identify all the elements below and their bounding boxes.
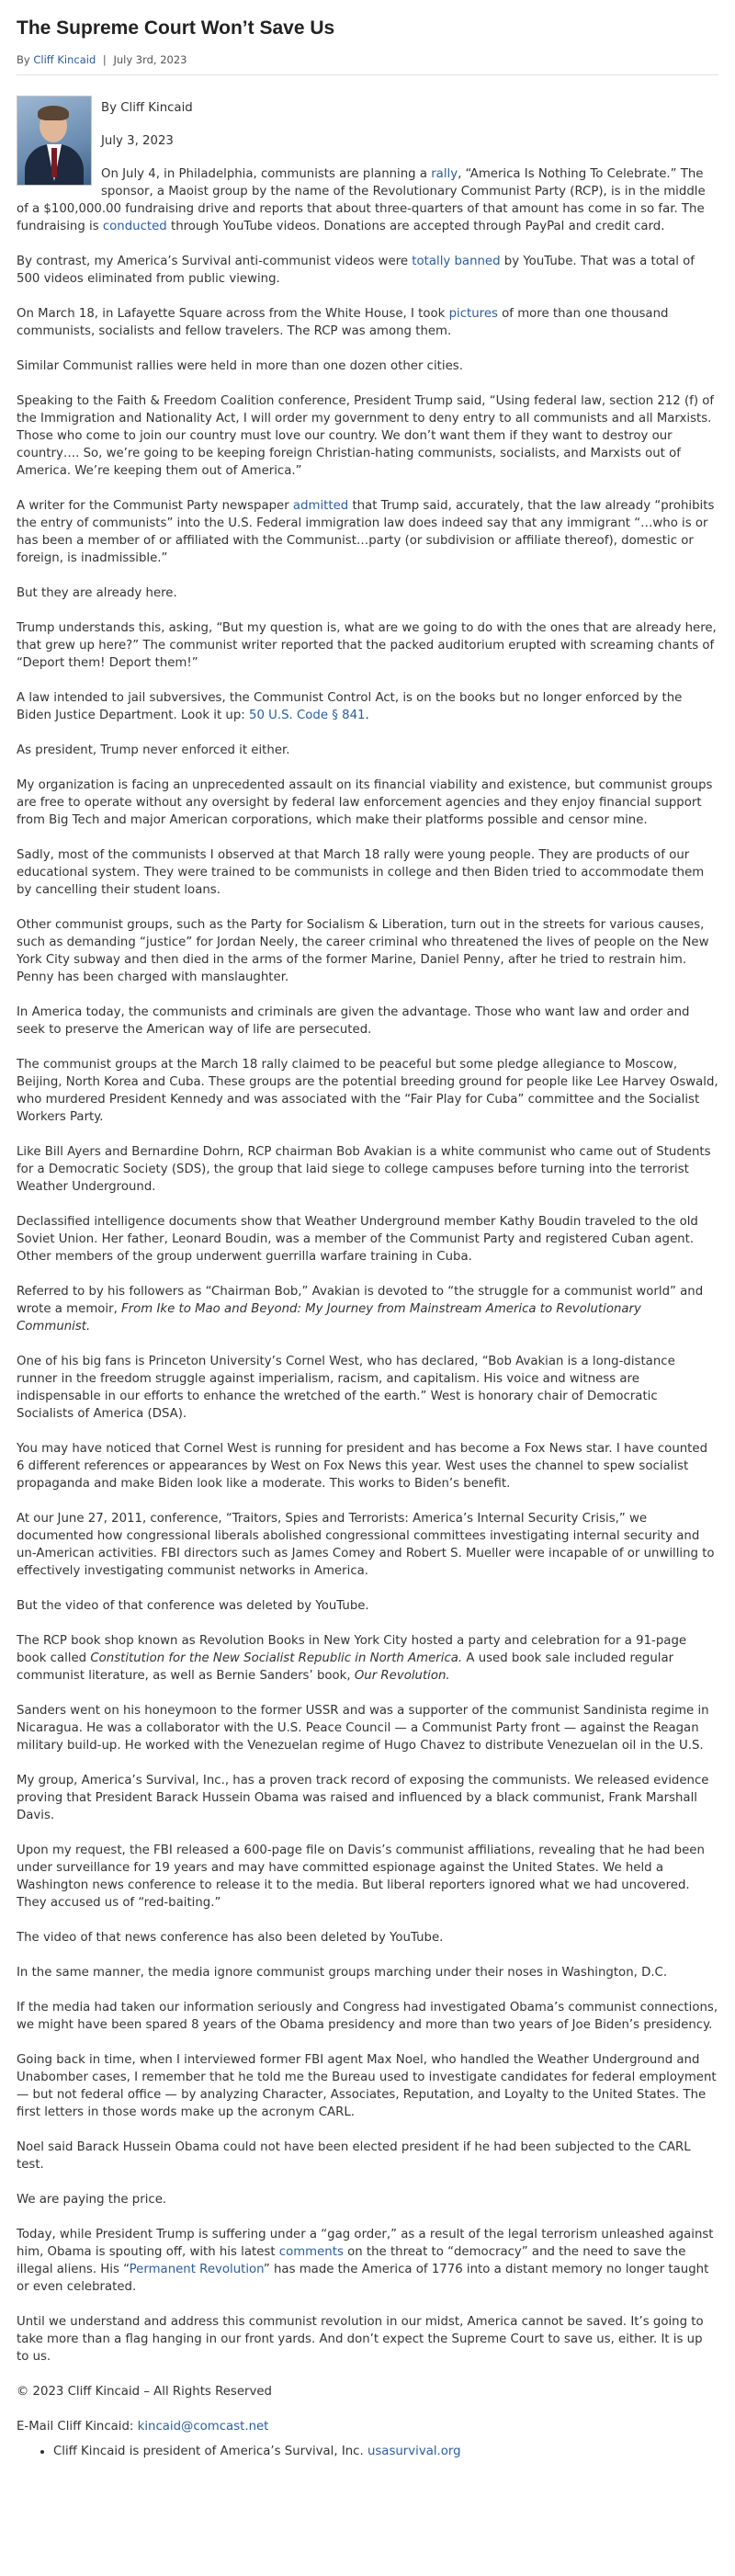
byline-author: By Cliff Kincaid [101,101,193,115]
paragraph: Noel said Barack Hussein Obama could not have been elected president if he had been subjected to the CARL test. [17,2140,691,2172]
paragraph: On March 18, in Lafayette Square across from the White House, I took pictures of more than one thousand communists, socialists and fellow travelers. The RCP was among them. [17,307,669,338]
paragraph: As president, Trump never enforced it either. [17,743,290,757]
copyright: © 2023 Cliff Kincaid – All Rights Reserved [17,2385,272,2399]
usasurvival-link[interactable]: usasurvival.org [367,2445,461,2458]
book-title: From Ike to Mao and Beyond: My Journey from Mainstream America to Revolutionary Communist. [17,1302,641,1333]
paragraph: You may have noticed that Cornel West is running for president and has become a Fox News star. I have counted 6 different references or appearances by West on Fox News this year. West uses the channel to spew socialist propaganda and make Biden look like a moderate. This works to Biden’s benefit. [17,1442,708,1491]
paragraph: But they are already here. [17,586,177,600]
paragraph: The communist groups at the March 18 rally claimed to be peaceful but some pledge allegiance to Moscow, Beijing, North Korea and Cuba. These groups are the potential breeding ground for people like Lee Harvey Oswald, who murdered President Kennedy and was associated with the “Fair Play for Cuba” committee and the Socialist Workers Party. [17,1058,718,1124]
paragraph: The RCP book shop known as Revolution Books in New York City hosted a party and celebration for a 91-page book called Constitution for the New Socialist Republic in North America. A used book sale included regular communist literature, as well as Bernie Sanders’ book, Our Revolution. [17,1634,687,1683]
paragraph: By contrast, my America’s Survival anti-communist videos were totally banned by YouTube. That was a total of 500 videos eliminated from public viewing. [17,255,695,286]
paragraph: My group, America’s Survival, Inc., has a proven track record of exposing the communists. We released evidence proving that President Barack Hussein Obama was raised and influenced by a black communist, Frank Marshall Davis. [17,1774,709,1822]
comments-link[interactable]: comments [278,2245,344,2259]
author-bio: • Cliff Kincaid is president of America’s Survival, Inc. usasurvival.org [53,2443,718,2460]
paragraph: On July 4, in Philadelphia, communists are planning a rally, “America Is Nothing To Celebrate.” The sponsor, a Maoist group by the name of the Revolutionary Communist Party (RCP), is in the middle of a $100,000.00 fundraising drive and reports that about three-quarters of that amount has come in so far. The fundraising is conducted through YouTube videos. Donations are accepted through PayPal and credit card. [17,167,706,233]
author-photo [17,96,92,186]
article-meta [17,51,718,75]
paragraph: If the media had taken our information seriously and Congress had investigated Obama’s communist connections, we might have been spared 8 years of the Obama presidency and more than two years of Joe Biden’s presidency. [17,2001,718,2032]
paragraph: A law intended to jail subversives, the Communist Control Act, is on the books but no longer enforced by the Biden Justice Department. Look it up: 50 U.S. Code § 841. [17,691,683,722]
meta-prefix: By [17,53,30,66]
byline-date: July 3, 2023 [101,134,174,148]
author-link[interactable]: Cliff Kincaid [33,53,96,66]
article-title: The Supreme Court Won’t Save Us [17,17,335,39]
rally-link[interactable]: rally [431,167,458,181]
paragraph: Trump understands this, asking, “But my question is, what are we going to do with the ones that are already here, that grew up here?” The communist writer reported that the packed auditorium erupted with screaming chants of “Deport them! Deport them!” [17,621,717,670]
paragraph: We are paying the price. [17,2193,167,2207]
pictures-link[interactable]: pictures [448,307,498,321]
paragraph: Sanders went on his honeymoon to the former USSR and was a supporter of the communist Sandinista regime in Nicaragua. He was a collaborator with the U.S. Peace Council — a Communist Party front — against the Reagan military build-up. He worked with the Venezuelan regime of Hugo Chavez to distribute Venezuelan oil in the U.S. [17,1704,709,1753]
paragraph: Speaking to the Faith & Freedom Coalition conference, President Trump said, “Using federal law, section 212 (f) of the Immigration and Nationality Act, I will order my government to deny entry to all communists and all Marxists. Those who come to join our country must love our country. We don’t want them if they want to destroy our country…. So, we’re going to be keeping foreign Christian-hating communists, socialists, and Marxists out of America. We’re keeping them out of America.” [17,394,715,478]
paragraph: At our June 27, 2011, conference, “Traitors, Spies and Terrorists: America’s Internal Security Crisis,” we documented how congressional liberals abolished congressional committees investigating internal security and un-American activities. FBI directors such as James Comey and Robert S. Mueller were incapable of or unwilling to effectively investigating communist networks in America. [17,1512,715,1578]
permanent-revolution-link[interactable]: Permanent Revolution [129,2263,264,2276]
paragraph: In the same manner, the media ignore communist groups marching under their noses in Washington, D.C. [17,1966,668,1980]
paragraph: But the video of that conference was deleted by YouTube. [17,1599,369,1613]
paragraph: Referred to by his followers as “Chairman Bob,” Avakian is devoted to “the struggle for a communist world” and wrote a memoir, From Ike to Mao and Beyond: My Journey from Mainstream America to Revolutionary Communist. [17,1285,704,1333]
email-link[interactable]: kincaid@comcast.net [137,2420,269,2434]
paragraph: Until we understand and address this communist revolution in our midst, America cannot be saved. It’s going to take more than a flag hanging in our front yards. And don’t expect the Supreme Court to save us, either. It is up to us. [17,2315,704,2364]
us-code-link[interactable]: 50 U.S. Code § 841 [249,709,366,722]
byline [17,96,718,150]
meta-separator: | [102,53,107,66]
admitted-link[interactable]: admitted [292,499,349,513]
paragraph: Upon my request, the FBI released a 600-page file on Davis’s communist affiliations, revealing that he had been under surveillance for 19 years and may have committed espionage against the United States. We held a Washington news conference to release it to the media. But liberal reporters ignored what we had uncovered. They accused us of “red-baiting.” [17,1844,705,1910]
author-bio-list [17,2443,718,2460]
paragraph: A writer for the Communist Party newspaper admitted that Trump said, accurately, that the law already “prohibits the entry of communists” into the U.S. Federal immigration law does indeed say that any immigrant “…who is or has been a member of or affiliated with the Communist…party (or subdivision or affiliate thereof), domestic or foreign, is inadmissible.” [17,499,715,565]
publish-date: July 3rd, 2023 [113,53,187,66]
paragraph: One of his big fans is Princeton University’s Cornel West, who has declared, “Bob Avakian is a long-distance runner in the freedom struggle against imperialism, racism, and capitalism. His voice and witness are indispensable in our efforts to enhance the wretched of the earth.” West is honorary chair of Democratic Socialists of America (DSA). [17,1355,675,1421]
email-line: E-Mail Cliff Kincaid: kincaid@comcast.net [17,2420,269,2434]
paragraph: Sadly, most of the communists I observed at that March 18 rally were young people. They are products of our educational system. They were trained to be communists in college and then Biden tried to accommodate them by cancelling their student loans. [17,848,705,897]
paragraph: Declassified intelligence documents show that Weather Underground member Kathy Boudin traveled to the old Soviet Union. Her father, Leonard Boudin, was a member of the Communist Party and registered Cuban agent. Other members of the group underwent guerrilla warfare training in Cuba. [17,1215,698,1264]
article-body [17,96,718,2460]
paragraph: Like Bill Ayers and Bernardine Dohrn, RCP chairman Bob Avakian is a white communist who came out of Students for a Democratic Society (SDS), the group that laid siege to college campuses before turning into the terrorist Weather Underground. [17,1145,711,1194]
paragraph: In America today, the communists and criminals are given the advantage. Those who want law and order and seek to preserve the American way of life are persecuted. [17,1005,690,1037]
paragraph: My organization is facing an unprecedented assault on its financial viability and existence, but communist groups are free to operate without any oversight by federal law enforcement agencies and they enjoy financial support from Big Tech and major American corporations, which make their platforms possible and censor mine. [17,778,713,827]
paragraph: Today, while President Trump is suffering under a “gag order,” as a result of the legal terrorism unleashed against him, Obama is spouting off, with his latest comments on the threat to “democracy” and the need to save the illegal aliens. His “Permanent Revolution” has made the America of 1776 into a distant memory no longer taught or even celebrated. [17,2228,714,2294]
totally-banned-link[interactable]: totally banned [412,255,501,268]
paragraph: Going back in time, when I interviewed former FBI agent Max Noel, who handled the Weather Underground and Unabomber cases, I remember that he told me the Bureau used to investigate candidates for federal employment — but not federal office — by analyzing Character, Associates, Reputation, and Loyalty to the United States. The first letters in those words make up the acronym CARL. [17,2053,717,2119]
book-title: Constitution for the New Socialist Republic in North America. [90,1651,463,1665]
paragraph: Other communist groups, such as the Party for Socialism & Liberation, turn out in the streets for various causes, such as demanding “justice” for Jordan Neely, the career criminal who threatened the lives of people on the New York City subway and then died in the arms of the former Marine, Daniel Penny, after he tried to restrain him. Penny has been charged with manslaughter. [17,918,709,984]
book-title: Our Revolution. [354,1669,450,1683]
conducted-link[interactable]: conducted [102,220,167,233]
paragraph: Similar Communist rallies were held in more than one dozen other cities. [17,359,463,373]
paragraph: The video of that news conference has also been deleted by YouTube. [17,1931,444,1945]
